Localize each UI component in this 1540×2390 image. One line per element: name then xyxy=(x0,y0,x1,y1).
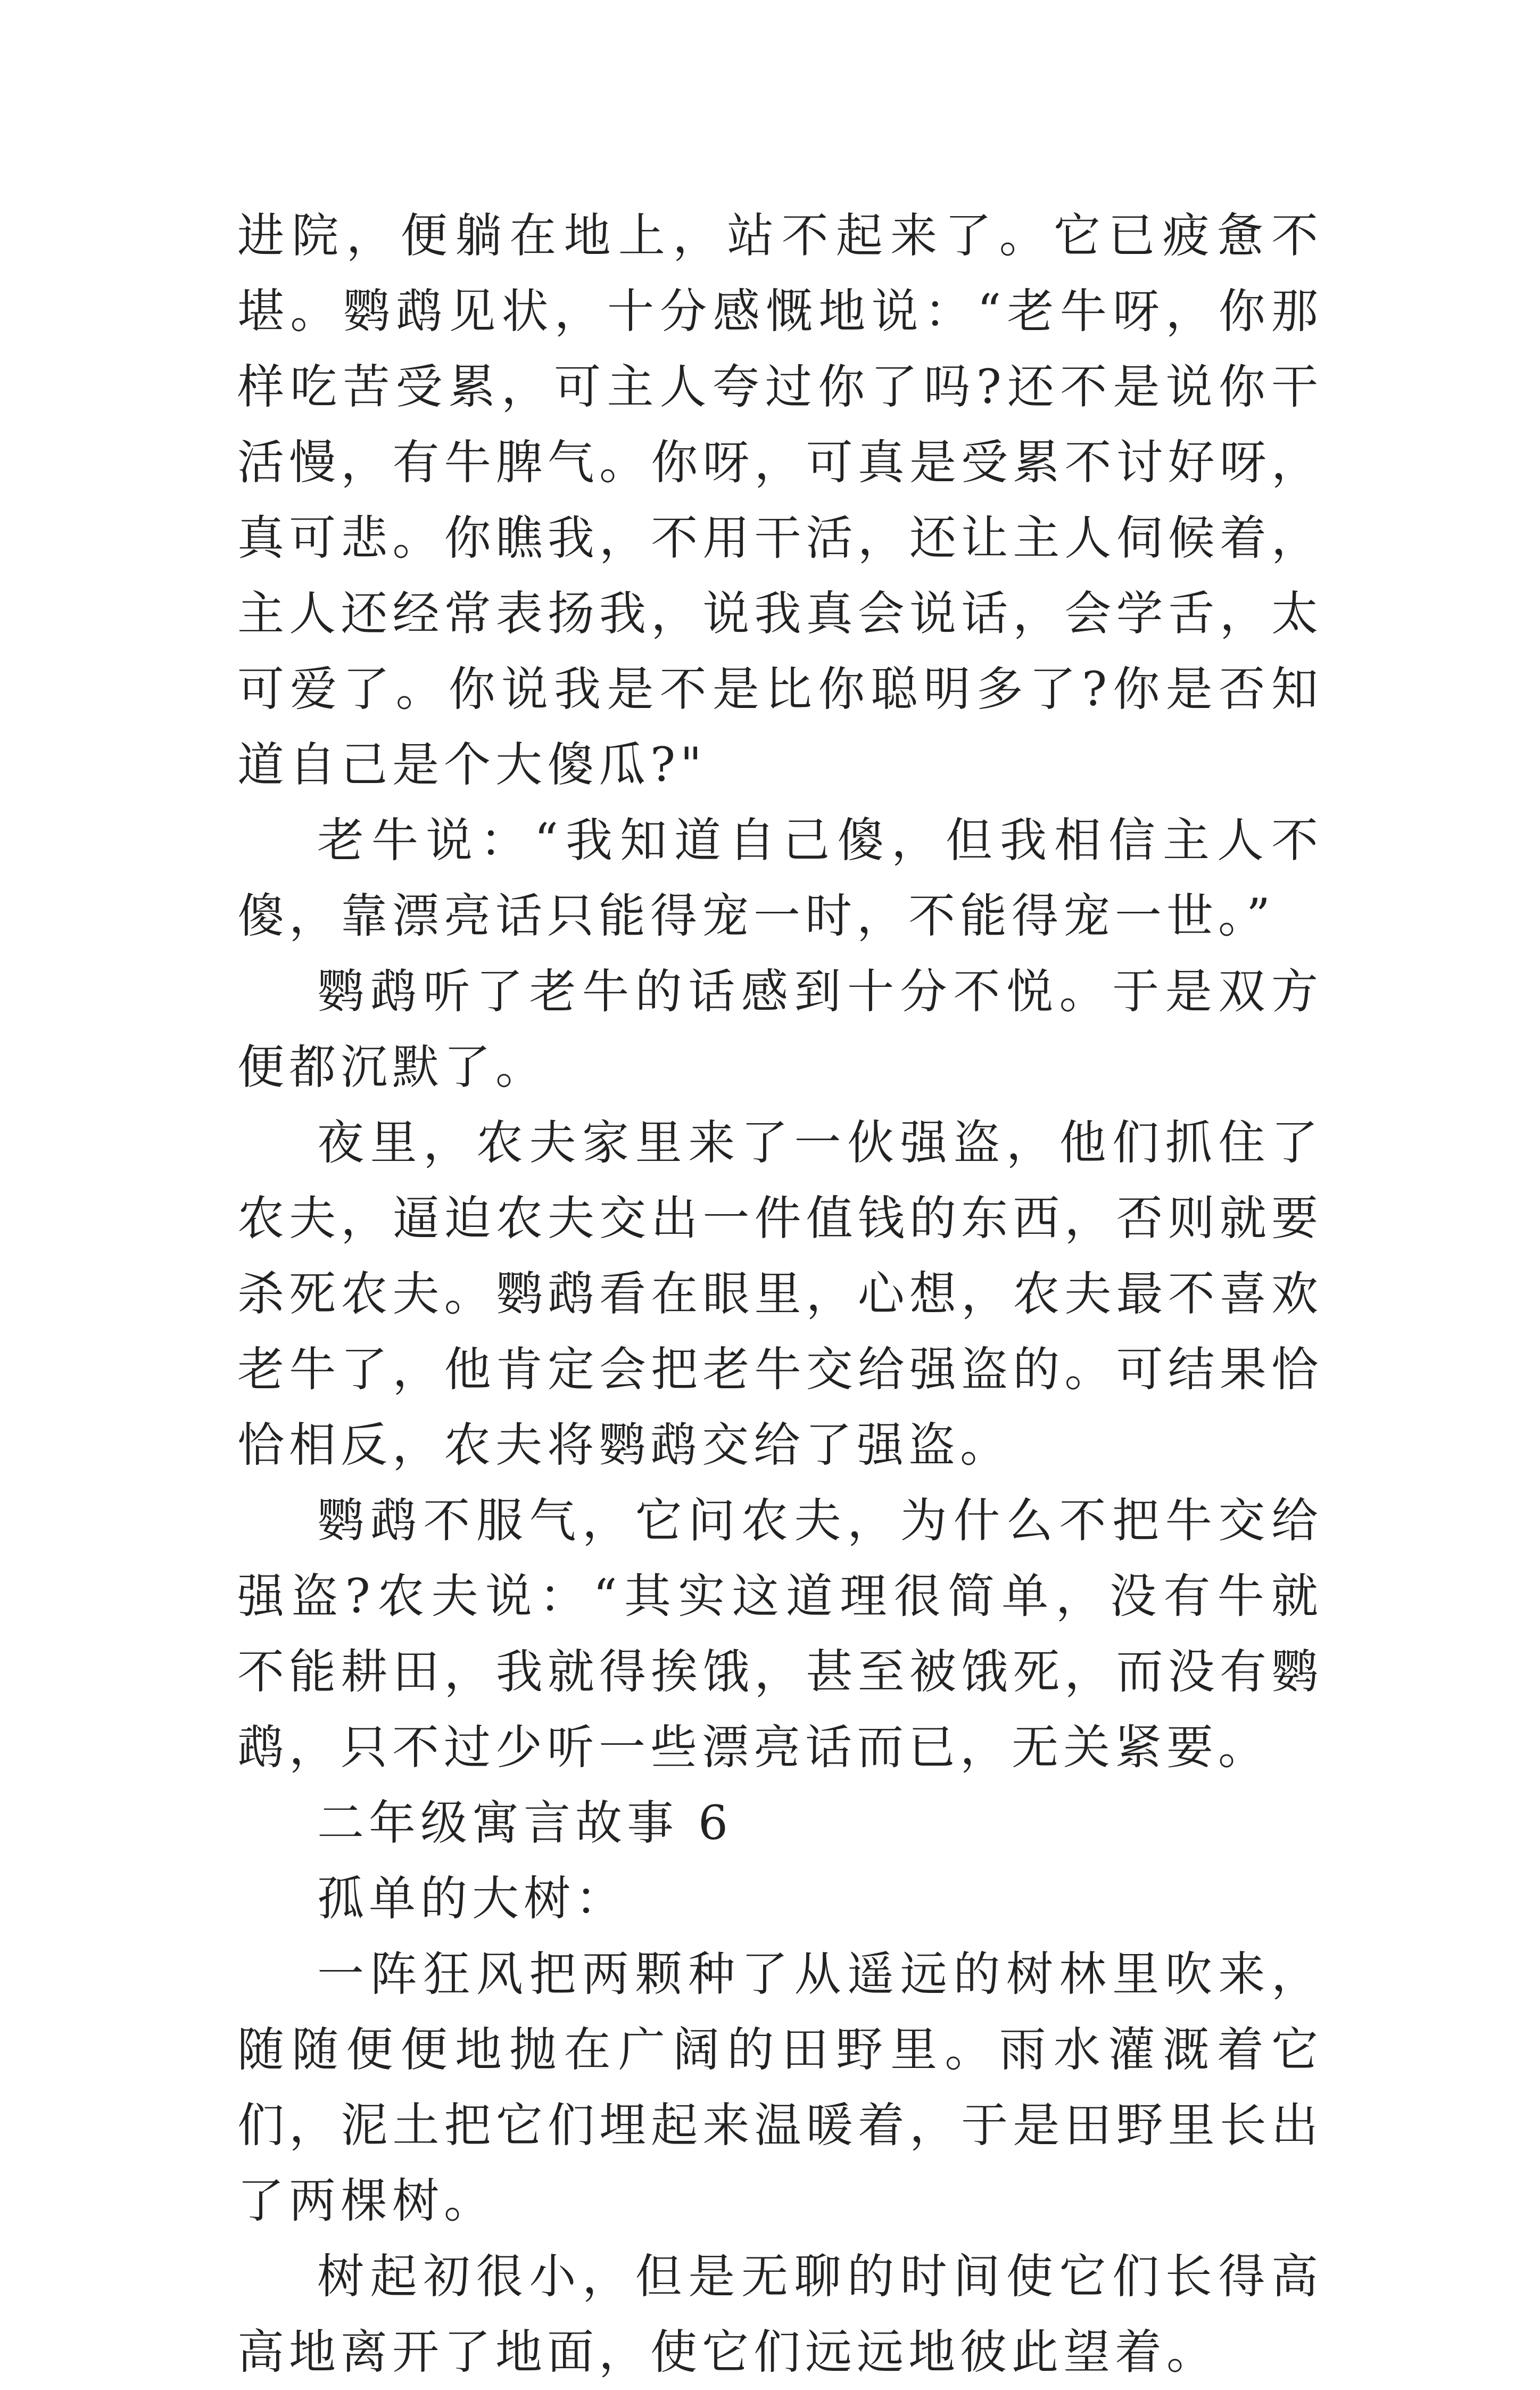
paragraph-seeds-blown: 一阵狂风把两颗种了从遥远的树林里吹来，随随便便地抛在广阔的田野里。雨水灌溉着它们，泥土把它们埋起来温暖着，于是田野里长出了两棵树。 xyxy=(237,1947,1323,2228)
paragraph-farmer-explains: 鹦鹉不服气，它问农夫，为什么不把牛交给强盗?农夫说：“其实这道理很简单，没有牛就不能耕田，我就得挨饿，甚至被饿死，而没有鹦鹉，只不过少听一些漂亮话而已，无关紧要。 xyxy=(237,1493,1323,1775)
section-heading-story-6: 二年级寓言故事 6 xyxy=(317,1795,733,1850)
paragraph-trees-grow: 树起初很小，但是无聊的时间使它们长得高高地离开了地面，使它们远远地彼此望着。 xyxy=(237,2249,1323,2379)
paragraph-parrot-mocks-ox: 进院，便躺在地上，站不起来了。它已疲惫不堪。鹦鹉见状，十分感慨地说：“老牛呀，你那样吃苦受累，可主人夸过你了吗?还不是说你干活慢，有牛脾气。你呀，可真是受累不讨好呀，真可悲。你瞧我，不用干活，还让主人伺候着，主人还经常表扬我，说我真会说话，会学舌，太可爱了。你说我是不是比你聪明多了?你是否知道自己是个大傻瓜?" xyxy=(237,208,1323,792)
paragraph-ox-reply: 老牛说：“我知道自己傻，但我相信主人不傻，靠漂亮话只能得宠一时，不能得宠一世。” xyxy=(237,813,1323,943)
story-title-lonely-tree: 孤单的大树： xyxy=(317,1871,627,1926)
paragraph-parrot-displeased: 鹦鹉听了老牛的话感到十分不悦。于是双方便都沉默了。 xyxy=(237,964,1323,1094)
paragraph-robbers-arrive: 夜里，农夫家里来了一伙强盗，他们抓住了农夫，逼迫农夫交出一件值钱的东西，否则就要杀死农夫。鹦鹉看在眼里，心想，农夫最不喜欢老牛了，他肯定会把老牛交给强盗的。可结果恰恰相反，农夫将鹦鹉交给了强盗。 xyxy=(237,1115,1323,1472)
document-body xyxy=(237,198,1323,2390)
